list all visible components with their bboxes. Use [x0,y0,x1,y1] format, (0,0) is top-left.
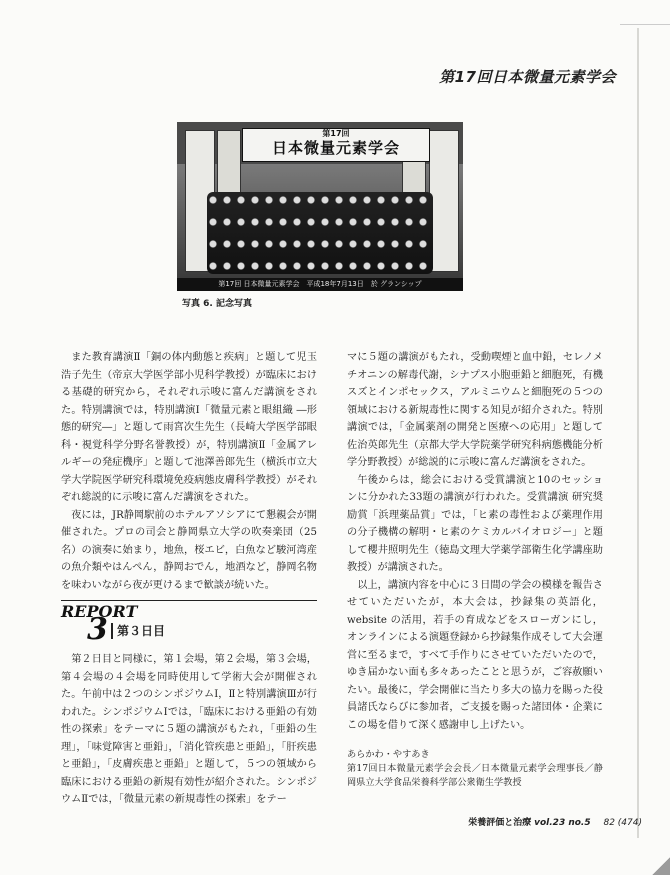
paragraph: 以上，講演内容を中心に３日間の学会の模様を報告させていただいたが，本大会は，抄録集の英語化，website の活用，若手の育成などをスローガンにし，オンラインによる演題登録から抄録集作成そして大会運営に至るまで，すべて手作りにさせていただいたので，ゆき届かない面も多々あったことと思うが，ご容赦願いたい。最後に，学会開催に当たり多大の協力を賜った役員諸氏ならびに参加者，ご支援を賜った諸団体・企業にこの場を借りて深く感謝申し上げたい。 [347,579,603,731]
report-label: REPORT [61,602,138,621]
paragraph: 第２日目と同様に，第１会場，第２会場，第３会場，第４会場の４会場を同時使用して学術大会が開催された。午前中は２つのシンポジウムⅠ，Ⅱと特別講演Ⅲが行われた。シンポジウムⅠでは，「臨床における亜鉛の有効性の探索」をテーマに５題の講演がもたれ，「亜鉛の生理」，「味覚障害と亜鉛」，「消化管疾患と亜鉛」，「肝疾患と亜鉛」，「皮膚疾患と亜鉛」と題して，５つの領域から臨床における亜鉛の新規有効性が紹介された。シンポジウムⅡでは，「微量元素の新規毒性の探索」をテー [61,654,317,805]
page-corner-fold [652,857,670,875]
page-number: 82 (474) [603,818,642,828]
paragraph: マに５題の講演がもたれ，受動喫煙と血中鉛，セレノメチオニンの解毒代謝，シナプス小胞亜鉛と細胞死，有機スズとインポセックス，アルミニウムと細胞死の５つの領域における新規毒性に関する知見が紹介された。特別講演では，「金属薬剤の開発と医療への応用」と題して佐治英郎先生（京都大学大学院薬学研究科病態機能分析学分野教授）が総説的に示唆に富んだ講演をされた。 [347,352,603,468]
photo-banner-right [429,130,459,272]
author-block [347,748,603,790]
photo-group-of-attendees [207,192,433,274]
journal-title: 栄養評価と治療 [468,818,532,828]
report-number: 3 [87,612,108,647]
page-margin-rule [637,28,639,838]
top-edge-line [620,24,670,25]
page-footer [468,815,642,828]
paragraph: また教育講演Ⅱ「銅の体内動態と疾病」と題して児玉浩子先生（帝京大学医学部小児科学教授）が臨床における基礎的研究から，それぞれ示唆に富んだ講演をされた。特別講演では，特別講演Ⅰ「微量元素と眼組織 ―形態的研究―」と題して雨宮次生先生（長崎大学医学部眼科・視覚科学分野名誉教授）が，特別講演Ⅱ「金属アレルギーの発症機序」と題して池澤善郎先生（横浜市立大学大学院医学研究科環境免疫病態皮膚科学教授）がそれぞれ総説的に示唆に富んだ講演をされた。 [61,352,317,503]
running-header: 第17回日本微量元素学会 [439,68,616,86]
sign-society-name: 日本微量元素学会 [271,139,400,157]
commemorative-photo [177,122,463,291]
photo-date-strip: 第17回 日本微量元素学会 平成18年7月13日 於 グランシップ [177,278,463,291]
right-column [347,349,603,790]
paragraph: 夜には，JR静岡駅前のホテルアソシアにて懇親会が開催された。プロの司会と静岡県立大学の吹奏楽団（25名）の演奏に始まり，地魚，桜エビ，白魚など駿河湾産の魚介類やはんぺん，静岡おでん，地酒など，静岡名物を味わいながら夜が更けるまで歓談が続いた。 [61,509,317,591]
author-name: あらかわ・やすあき [347,749,430,760]
sign-session-number: 第17回 [322,129,350,138]
report-day-title: 第３日目 [111,623,165,639]
left-column [61,349,317,809]
report-section-heading [61,600,317,645]
photo-caption: 写真 6. 記念写真 [182,299,252,309]
photo-stage-sign [242,128,430,162]
journal-volume: vol.23 no.5 [534,818,591,828]
author-affiliation: 第17回日本微量元素学会会長／日本微量元素学会理事長／静岡県立大学食品栄養科学部公衆衛生学教授 [347,763,603,788]
paragraph: 午後からは，総会における受賞講演と10のセッションに分かれた33題の講演が行われた。受賞講演 研究奨励賞「浜理薬品賞」では，「ヒ素の毒性および薬理作用の分子機構の解明・ヒ素のケミカルバイオロジー」と題して櫻井照明先生（徳島文理大学薬学部衛生化学講座助教授）が講演された。 [347,474,603,573]
